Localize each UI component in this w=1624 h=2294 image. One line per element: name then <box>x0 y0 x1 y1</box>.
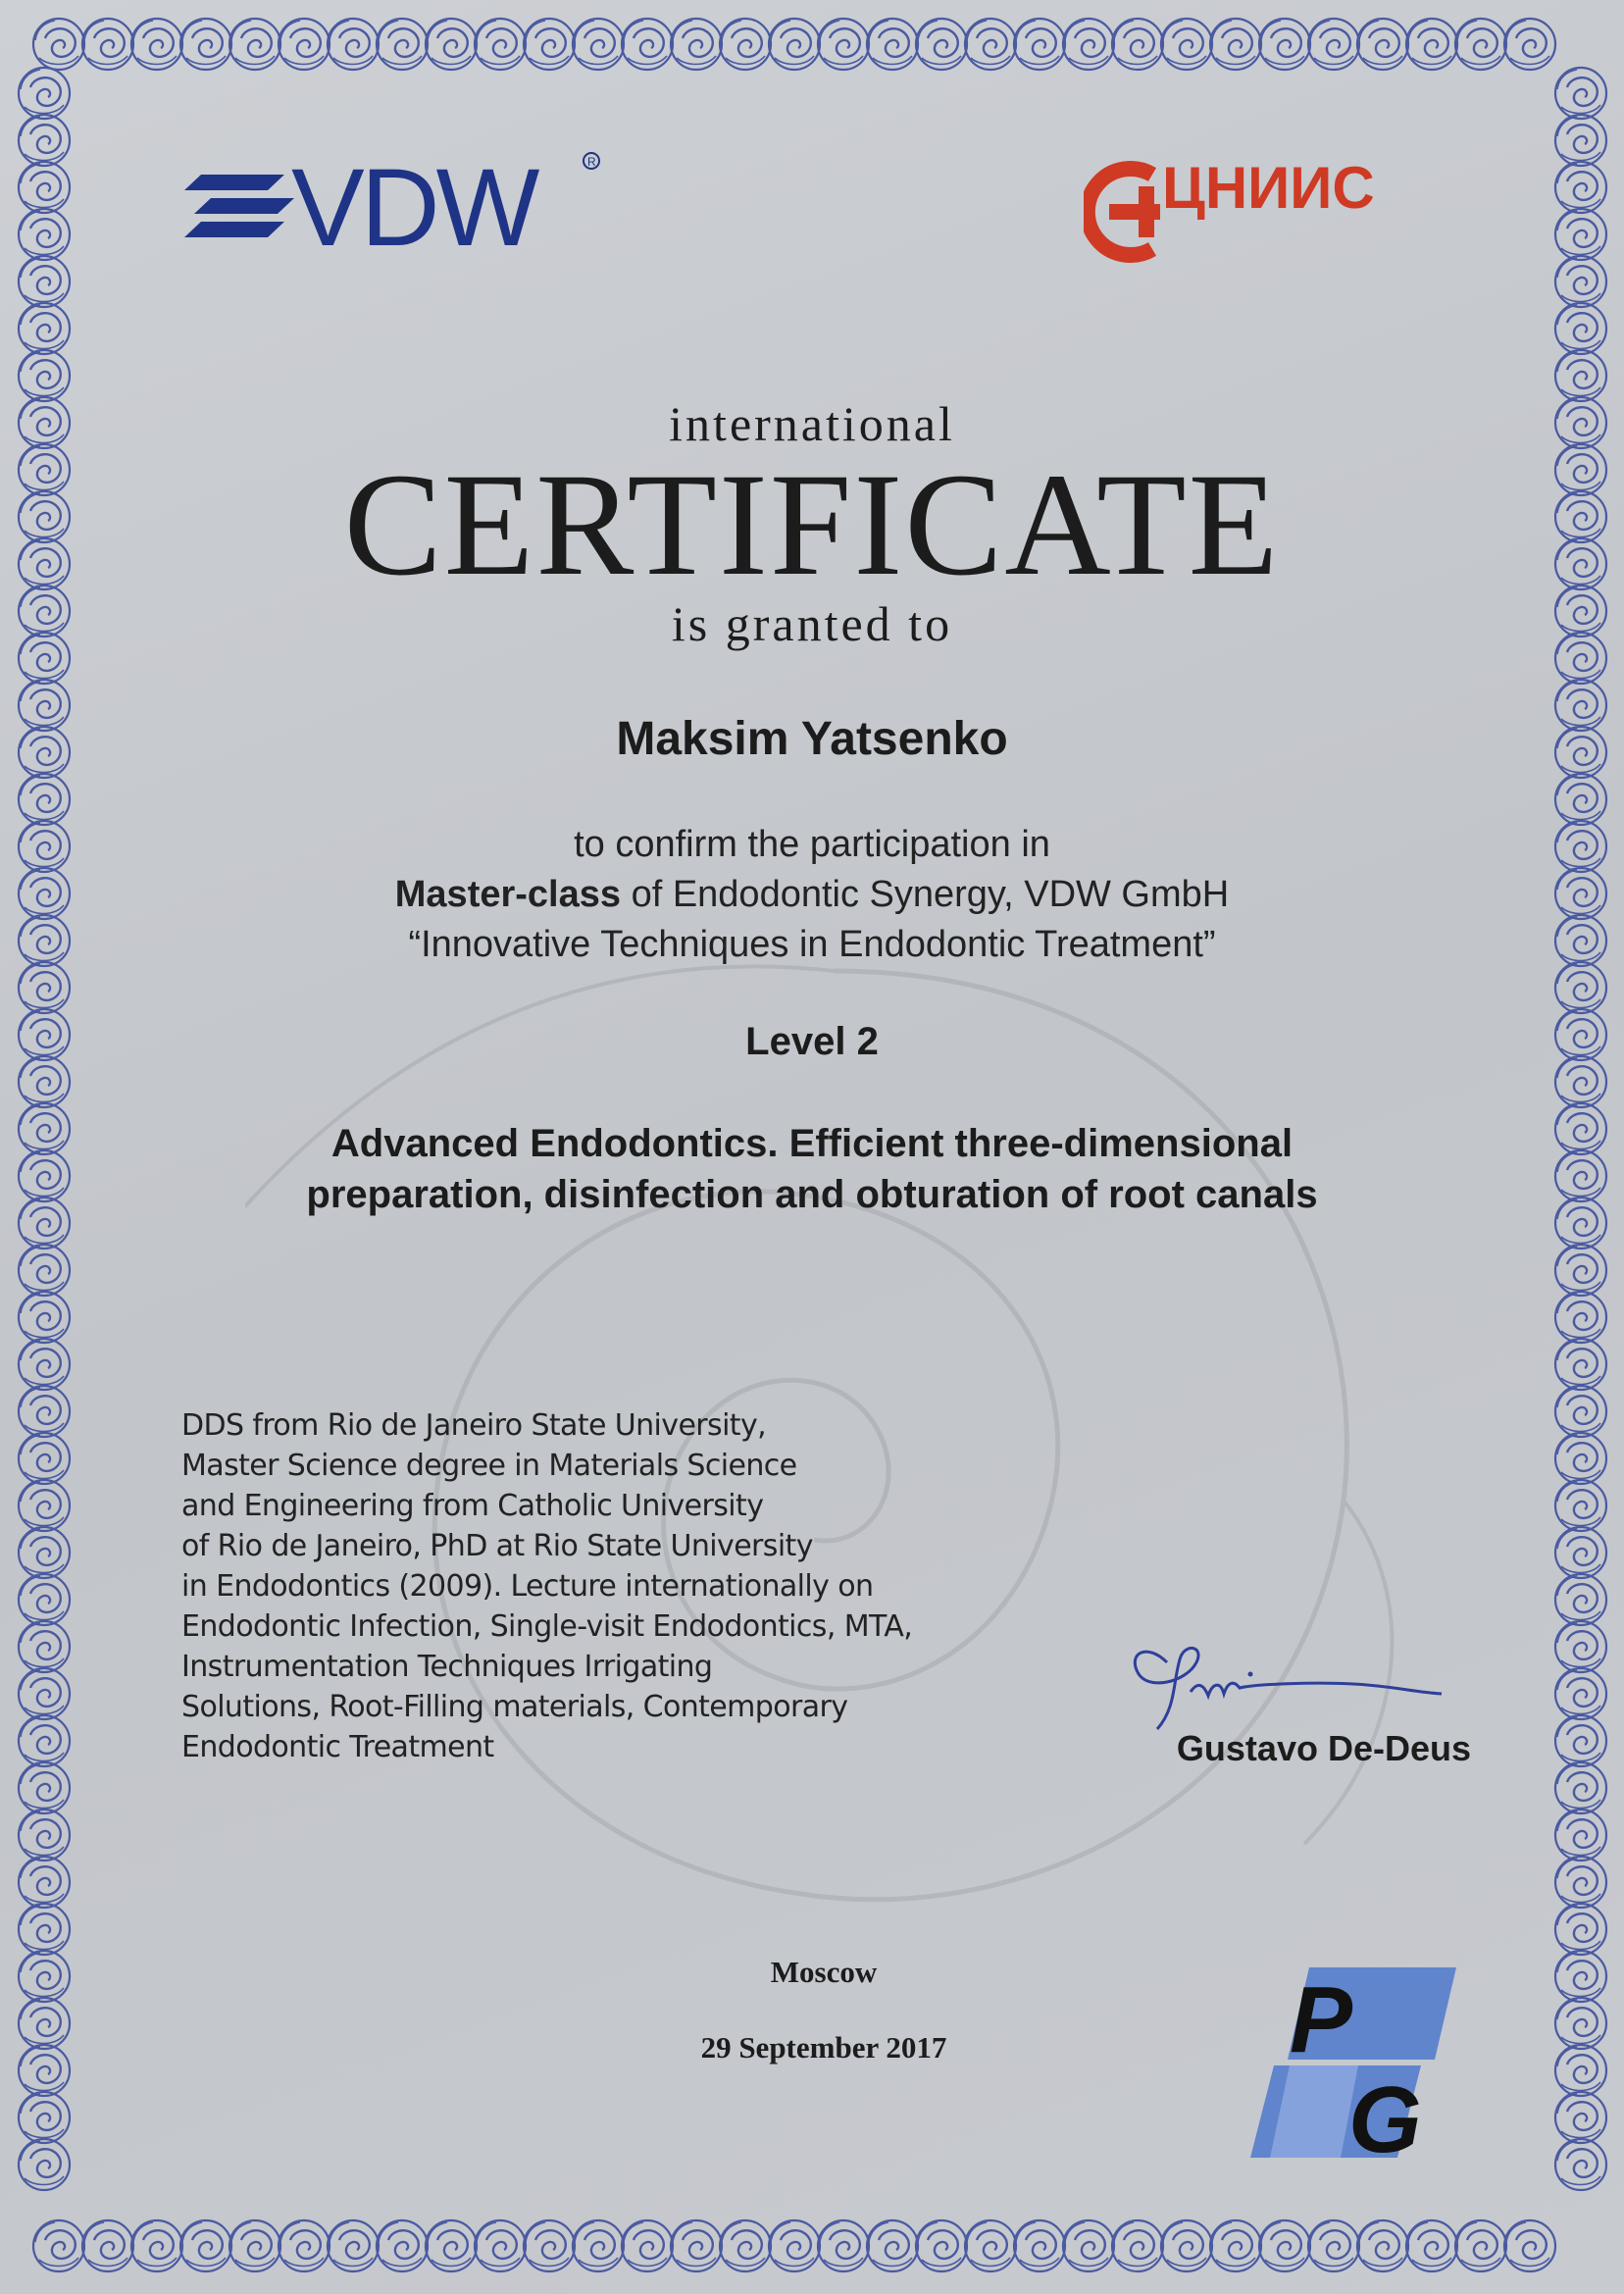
shell-ornament-icon <box>867 19 918 70</box>
shell-ornament-icon <box>377 2220 428 2271</box>
shell-ornament-icon <box>1555 1527 1606 1578</box>
shell-ornament-icon <box>1555 2045 1606 2096</box>
shell-ornament-icon <box>1014 19 1065 70</box>
vdw-logo-text: VDW <box>291 147 536 260</box>
shell-ornament-icon <box>426 2220 477 2271</box>
shell-ornament-icon <box>279 2220 330 2271</box>
shell-ornament-icon <box>1555 1574 1606 1625</box>
shell-ornament-icon <box>769 19 820 70</box>
shell-ornament-icon <box>1555 1857 1606 1908</box>
lecturer-bio <box>181 1405 966 1767</box>
shell-ornament-icon <box>1063 2220 1114 2271</box>
shell-ornament-icon <box>916 2220 967 2271</box>
bio-line: Master Science degree in Materials Science <box>181 1449 797 1483</box>
shell-ornament-icon <box>328 2220 379 2271</box>
shell-ornament-icon <box>180 19 231 70</box>
signer-name: Gustavo De-Deus <box>1176 1728 1471 1768</box>
cniis-logo-text: ЦНИИС <box>1162 155 1375 221</box>
shell-ornament-icon <box>426 19 477 70</box>
title-granted: is granted to <box>671 596 953 651</box>
confirmation-line-2 <box>0 870 1624 920</box>
shell-ornament-icon <box>19 1904 70 1955</box>
shell-ornament-icon <box>1555 1904 1606 1955</box>
bio-line: of Rio de Janeiro, PhD at Rio State University <box>181 1529 813 1563</box>
bio-line: Endodontic Treatment <box>181 1730 494 1764</box>
shell-ornament-icon <box>19 256 70 307</box>
cniis-logo <box>1084 147 1456 265</box>
bio-line: Endodontic Infection, Single-visit Endodontics, MTA, <box>181 1609 913 1644</box>
shell-ornament-icon <box>769 2220 820 2271</box>
shell-ornament-icon <box>19 1527 70 1578</box>
shell-ornament-icon <box>1555 115 1606 166</box>
shell-ornament-icon <box>19 2139 70 2190</box>
shell-ornament-icon <box>19 1857 70 1908</box>
shell-ornament-icon <box>867 2220 918 2271</box>
course-title <box>0 1118 1624 1220</box>
shell-ornament-icon <box>131 2220 182 2271</box>
shell-ornament-icon <box>19 1480 70 1531</box>
shell-ornament-icon <box>229 19 280 70</box>
shell-ornament-icon <box>818 19 869 70</box>
shell-ornament-icon <box>279 19 330 70</box>
shell-ornament-icon <box>1555 2139 1606 2190</box>
shell-ornament-icon <box>19 303 70 354</box>
shell-ornament-icon <box>19 1574 70 1625</box>
shell-ornament-icon <box>19 1386 70 1437</box>
shell-ornament-icon <box>573 19 624 70</box>
shell-ornament-icon <box>1357 19 1408 70</box>
shell-ornament-icon <box>82 19 133 70</box>
shell-ornament-icon <box>1555 1668 1606 1719</box>
bio-line: in Endodontics (2009). Lecture internationally on <box>181 1569 874 1604</box>
shell-ornament-icon <box>19 2045 70 2096</box>
shell-ornament-icon <box>1308 2220 1359 2271</box>
shell-ornament-icon <box>328 19 379 70</box>
shell-ornament-icon <box>19 1668 70 1719</box>
shell-ornament-icon <box>19 350 70 401</box>
issue-date: 29 September 2017 <box>700 2030 947 2065</box>
shell-ornament-icon <box>1014 2220 1065 2271</box>
shell-ornament-icon <box>1210 2220 1261 2271</box>
shell-ornament-icon <box>1455 19 1506 70</box>
shell-ornament-icon <box>82 2220 133 2271</box>
shell-ornament-icon <box>1555 2092 1606 2143</box>
pg-logo-letter-p: P <box>1290 1967 1353 2072</box>
shell-ornament-icon <box>1555 1998 1606 2049</box>
shell-ornament-icon <box>19 1810 70 1861</box>
pg-logo <box>1250 1962 1456 2158</box>
shell-ornament-icon <box>916 19 967 70</box>
city: Moscow <box>770 1955 878 1989</box>
shell-ornament-icon <box>33 19 84 70</box>
shell-ornament-icon <box>1555 1762 1606 1813</box>
shell-ornament-icon <box>19 115 70 166</box>
shell-ornament-icon <box>1555 774 1606 825</box>
shell-ornament-icon <box>1555 350 1606 401</box>
course-title-line-1: Advanced Endodontics. Efficient three-dimensional <box>330 1122 1294 1165</box>
shell-ornament-icon <box>965 19 1016 70</box>
shell-ornament-icon <box>1504 2220 1555 2271</box>
shell-ornament-icon <box>19 1621 70 1672</box>
shell-ornament-icon <box>524 19 575 70</box>
title-international: international <box>669 396 955 451</box>
shell-ornament-icon <box>19 209 70 260</box>
shell-ornament-icon <box>671 19 722 70</box>
shell-ornament-icon <box>1555 1433 1606 1484</box>
shell-ornament-icon <box>1555 162 1606 213</box>
shell-ornament-icon <box>1555 1810 1606 1861</box>
shell-ornament-icon <box>475 19 526 70</box>
shell-ornament-icon <box>1555 1951 1606 2002</box>
recipient-name: Maksim Yatsenko <box>616 713 1008 765</box>
shell-ornament-icon <box>1555 303 1606 354</box>
shell-ornament-icon <box>1555 1339 1606 1390</box>
shell-ornament-icon <box>818 2220 869 2271</box>
shell-ornament-icon <box>180 2220 231 2271</box>
vdw-stripes-icon <box>184 175 294 237</box>
shell-ornament-icon <box>1555 68 1606 119</box>
course-title-line-2: preparation, disinfection and obturation of root canals <box>306 1173 1318 1216</box>
shell-ornament-icon <box>1555 1621 1606 1672</box>
shell-ornament-icon <box>19 2092 70 2143</box>
cniis-emblem-icon <box>1088 169 1160 255</box>
title-certificate: CERTIFICATE <box>343 443 1281 606</box>
shell-ornament-icon <box>1259 19 1310 70</box>
shell-ornament-icon <box>19 774 70 825</box>
shell-ornament-icon <box>19 1245 70 1296</box>
shell-ornament-icon <box>1308 19 1359 70</box>
shell-ornament-icon <box>19 1292 70 1343</box>
bio-line: Solutions, Root-Filling materials, Contemporary <box>181 1690 848 1724</box>
shell-ornament-icon <box>33 2220 84 2271</box>
pg-logo-letter-g: G <box>1348 2067 1422 2158</box>
shell-ornament-icon <box>1555 209 1606 260</box>
shell-ornament-icon <box>1161 19 1212 70</box>
shell-ornament-icon <box>19 68 70 119</box>
shell-ornament-icon <box>1259 2220 1310 2271</box>
masterclass-label: Master-class <box>394 874 622 915</box>
confirmation-line-3: “Innovative Techniques in Endodontic Treatment” <box>408 924 1216 965</box>
shell-ornament-icon <box>19 1998 70 2049</box>
shell-ornament-icon <box>1504 19 1555 70</box>
course-level: Level 2 <box>745 1020 879 1063</box>
shell-ornament-icon <box>229 2220 280 2271</box>
bio-line: DDS from Rio de Janeiro State University, <box>181 1408 767 1443</box>
shell-ornament-icon <box>19 1715 70 1766</box>
handwritten-signature <box>1118 1623 1471 1741</box>
shell-ornament-icon <box>1555 1715 1606 1766</box>
shell-ornament-icon <box>1455 2220 1506 2271</box>
shell-ornament-icon <box>131 19 182 70</box>
shell-ornament-icon <box>671 2220 722 2271</box>
bio-line: Instrumentation Techniques Irrigating <box>181 1650 713 1684</box>
shell-ornament-icon <box>1210 19 1261 70</box>
shell-ornament-icon <box>720 19 771 70</box>
shell-ornament-icon <box>1161 2220 1212 2271</box>
shell-ornament-icon <box>19 1951 70 2002</box>
shell-ornament-icon <box>377 19 428 70</box>
shell-ornament-icon <box>1357 2220 1408 2271</box>
shell-ornament-icon <box>19 1339 70 1390</box>
shell-ornament-icon <box>1555 1480 1606 1531</box>
shell-ornament-icon <box>1406 19 1457 70</box>
shell-ornament-icon <box>965 2220 1016 2271</box>
shell-ornament-icon <box>19 1762 70 1813</box>
shell-ornament-icon <box>1555 1245 1606 1296</box>
masterclass-organizer: of Endodontic Synergy, VDW GmbH <box>621 874 1230 915</box>
svg-text:R: R <box>587 155 596 169</box>
bio-line: and Engineering from Catholic University <box>181 1489 764 1523</box>
shell-ornament-icon <box>573 2220 624 2271</box>
shell-ornament-icon <box>1406 2220 1457 2271</box>
shell-ornament-icon <box>524 2220 575 2271</box>
vdw-logo <box>181 147 603 260</box>
shell-ornament-icon <box>622 2220 673 2271</box>
confirmation-text <box>0 820 1624 970</box>
shell-ornament-icon <box>19 1433 70 1484</box>
confirmation-line-1: to confirm the participation in <box>574 824 1050 865</box>
shell-ornament-icon <box>1555 256 1606 307</box>
shell-ornament-icon <box>720 2220 771 2271</box>
shell-ornament-icon <box>475 2220 526 2271</box>
shell-ornament-icon <box>19 162 70 213</box>
shell-ornament-icon <box>1063 19 1114 70</box>
shell-ornament-icon <box>1112 19 1163 70</box>
shell-ornament-icon <box>1555 1386 1606 1437</box>
shell-ornament-icon <box>1555 1292 1606 1343</box>
shell-ornament-icon <box>622 19 673 70</box>
shell-ornament-icon <box>1112 2220 1163 2271</box>
